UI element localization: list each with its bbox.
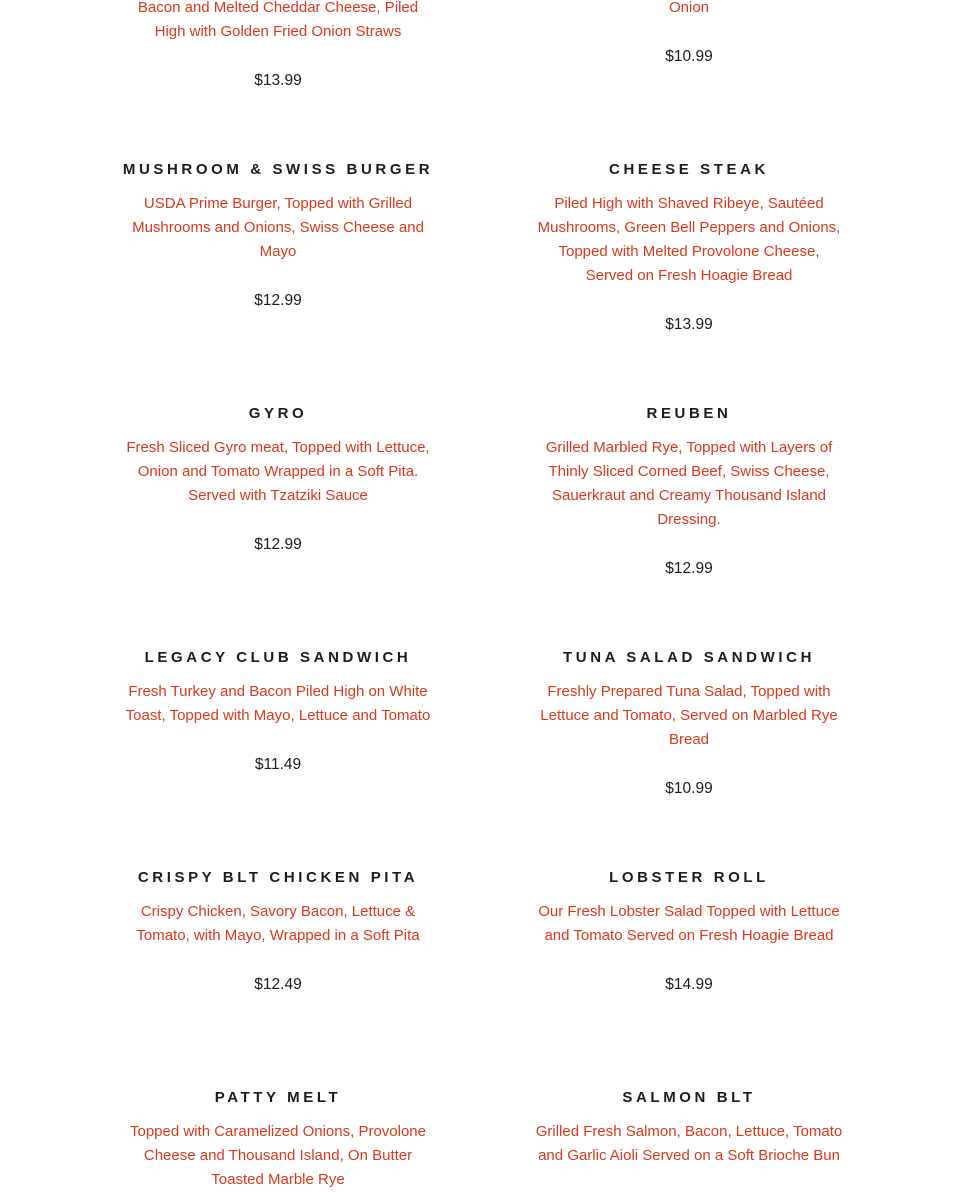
menu-item-description: Fresh Sliced Gyro meat, Topped with Lettuce, Onion and Tomato Wrapped in a Soft Pita. Served with Tzatziki Sauce bbox=[126, 439, 430, 504]
menu-item-crispy-blt-chicken-pita bbox=[118, 868, 438, 997]
menu-item-description: Bacon and Melted Cheddar Cheese, Piled High with Golden Fried Onion Straws bbox=[137, 0, 419, 40]
menu-item-description: USDA Prime Burger, Topped with Grilled Mushrooms and Onions, Swiss Cheese and Mayo bbox=[132, 195, 424, 260]
menu-item-description: Piled High with Shaved Ribeye, Sautéed Mushrooms, Green Bell Peppers and Onions, Topped with Melted Provolone Cheese, Served on Fresh Hoagie Bread bbox=[537, 195, 841, 284]
menu-item-partial-left bbox=[118, 0, 438, 93]
menu-item-price: $11.49 bbox=[254, 756, 302, 773]
menu-item-price: $12.99 bbox=[665, 560, 713, 577]
menu-item-tuna-salad-sandwich bbox=[529, 648, 849, 801]
menu-item-patty-melt bbox=[118, 1088, 438, 1192]
menu-item-name: CRISPY BLT CHICKEN PITA bbox=[137, 869, 419, 886]
menu-item-description: Grilled Fresh Salmon, Bacon, Lettuce, Tomato and Garlic Aioli Served on a Soft Brioche Bun bbox=[535, 1123, 843, 1164]
menu-item-salmon-blt bbox=[529, 1088, 849, 1168]
menu-item-lobster-roll bbox=[529, 868, 849, 997]
menu-item-name: TUNA SALAD SANDWICH bbox=[563, 649, 815, 666]
menu-item-description: Onion bbox=[668, 0, 710, 16]
menu-item-price: $12.49 bbox=[254, 976, 302, 993]
menu-item-name: SALMON BLT bbox=[622, 1089, 756, 1106]
menu-item-mushroom-swiss-burger bbox=[118, 160, 438, 313]
menu-item-price: $14.99 bbox=[665, 976, 713, 993]
menu-item-description: Topped with Caramelized Onions, Provolone Cheese and Thousand Island, On Butter Toasted Marble Rye bbox=[130, 1123, 426, 1188]
menu-item-price: $12.99 bbox=[254, 536, 302, 553]
menu-item-name: PATTY MELT bbox=[214, 1089, 342, 1106]
menu-item-legacy-club-sandwich bbox=[118, 648, 438, 777]
menu-item-name: LEGACY CLUB SANDWICH bbox=[144, 649, 412, 666]
menu-item-description: Grilled Marbled Rye, Topped with Layers of Thinly Sliced Corned Beef, Swiss Cheese, Sauerkraut and Creamy Thousand Island Dressing. bbox=[545, 439, 833, 528]
menu-item-description: Our Fresh Lobster Salad Topped with Lettuce and Tomato Served on Fresh Hoagie Bread bbox=[538, 903, 840, 944]
menu-item-price: $10.99 bbox=[665, 780, 713, 797]
menu-item-name: GYRO bbox=[248, 405, 308, 422]
menu-item-price: $12.99 bbox=[254, 292, 302, 309]
menu-item-reuben bbox=[529, 404, 849, 581]
menu-item-description: Fresh Turkey and Bacon Piled High on White Toast, Topped with Mayo, Lettuce and Tomato bbox=[125, 683, 431, 724]
menu-item-price: $13.99 bbox=[254, 72, 302, 89]
menu-item-cheese-steak bbox=[529, 160, 849, 337]
menu-item-description: Freshly Prepared Tuna Salad, Topped with Lettuce and Tomato, Served on Marbled Rye Bread bbox=[540, 683, 838, 748]
menu-item-name: CHEESE STEAK bbox=[609, 161, 769, 178]
menu-item-description: Crispy Chicken, Savory Bacon, Lettuce & Tomato, with Mayo, Wrapped in a Soft Pita bbox=[136, 903, 420, 944]
menu-item-gyro bbox=[118, 404, 438, 557]
menu-item-price: $13.99 bbox=[665, 316, 713, 333]
menu-item-name: MUSHROOM & SWISS BURGER bbox=[122, 161, 434, 178]
menu-item-name: LOBSTER ROLL bbox=[609, 869, 769, 886]
menu-item-price: $10.99 bbox=[665, 48, 713, 65]
menu-item-name: REUBEN bbox=[646, 405, 732, 422]
menu-item-partial-right bbox=[529, 0, 849, 69]
